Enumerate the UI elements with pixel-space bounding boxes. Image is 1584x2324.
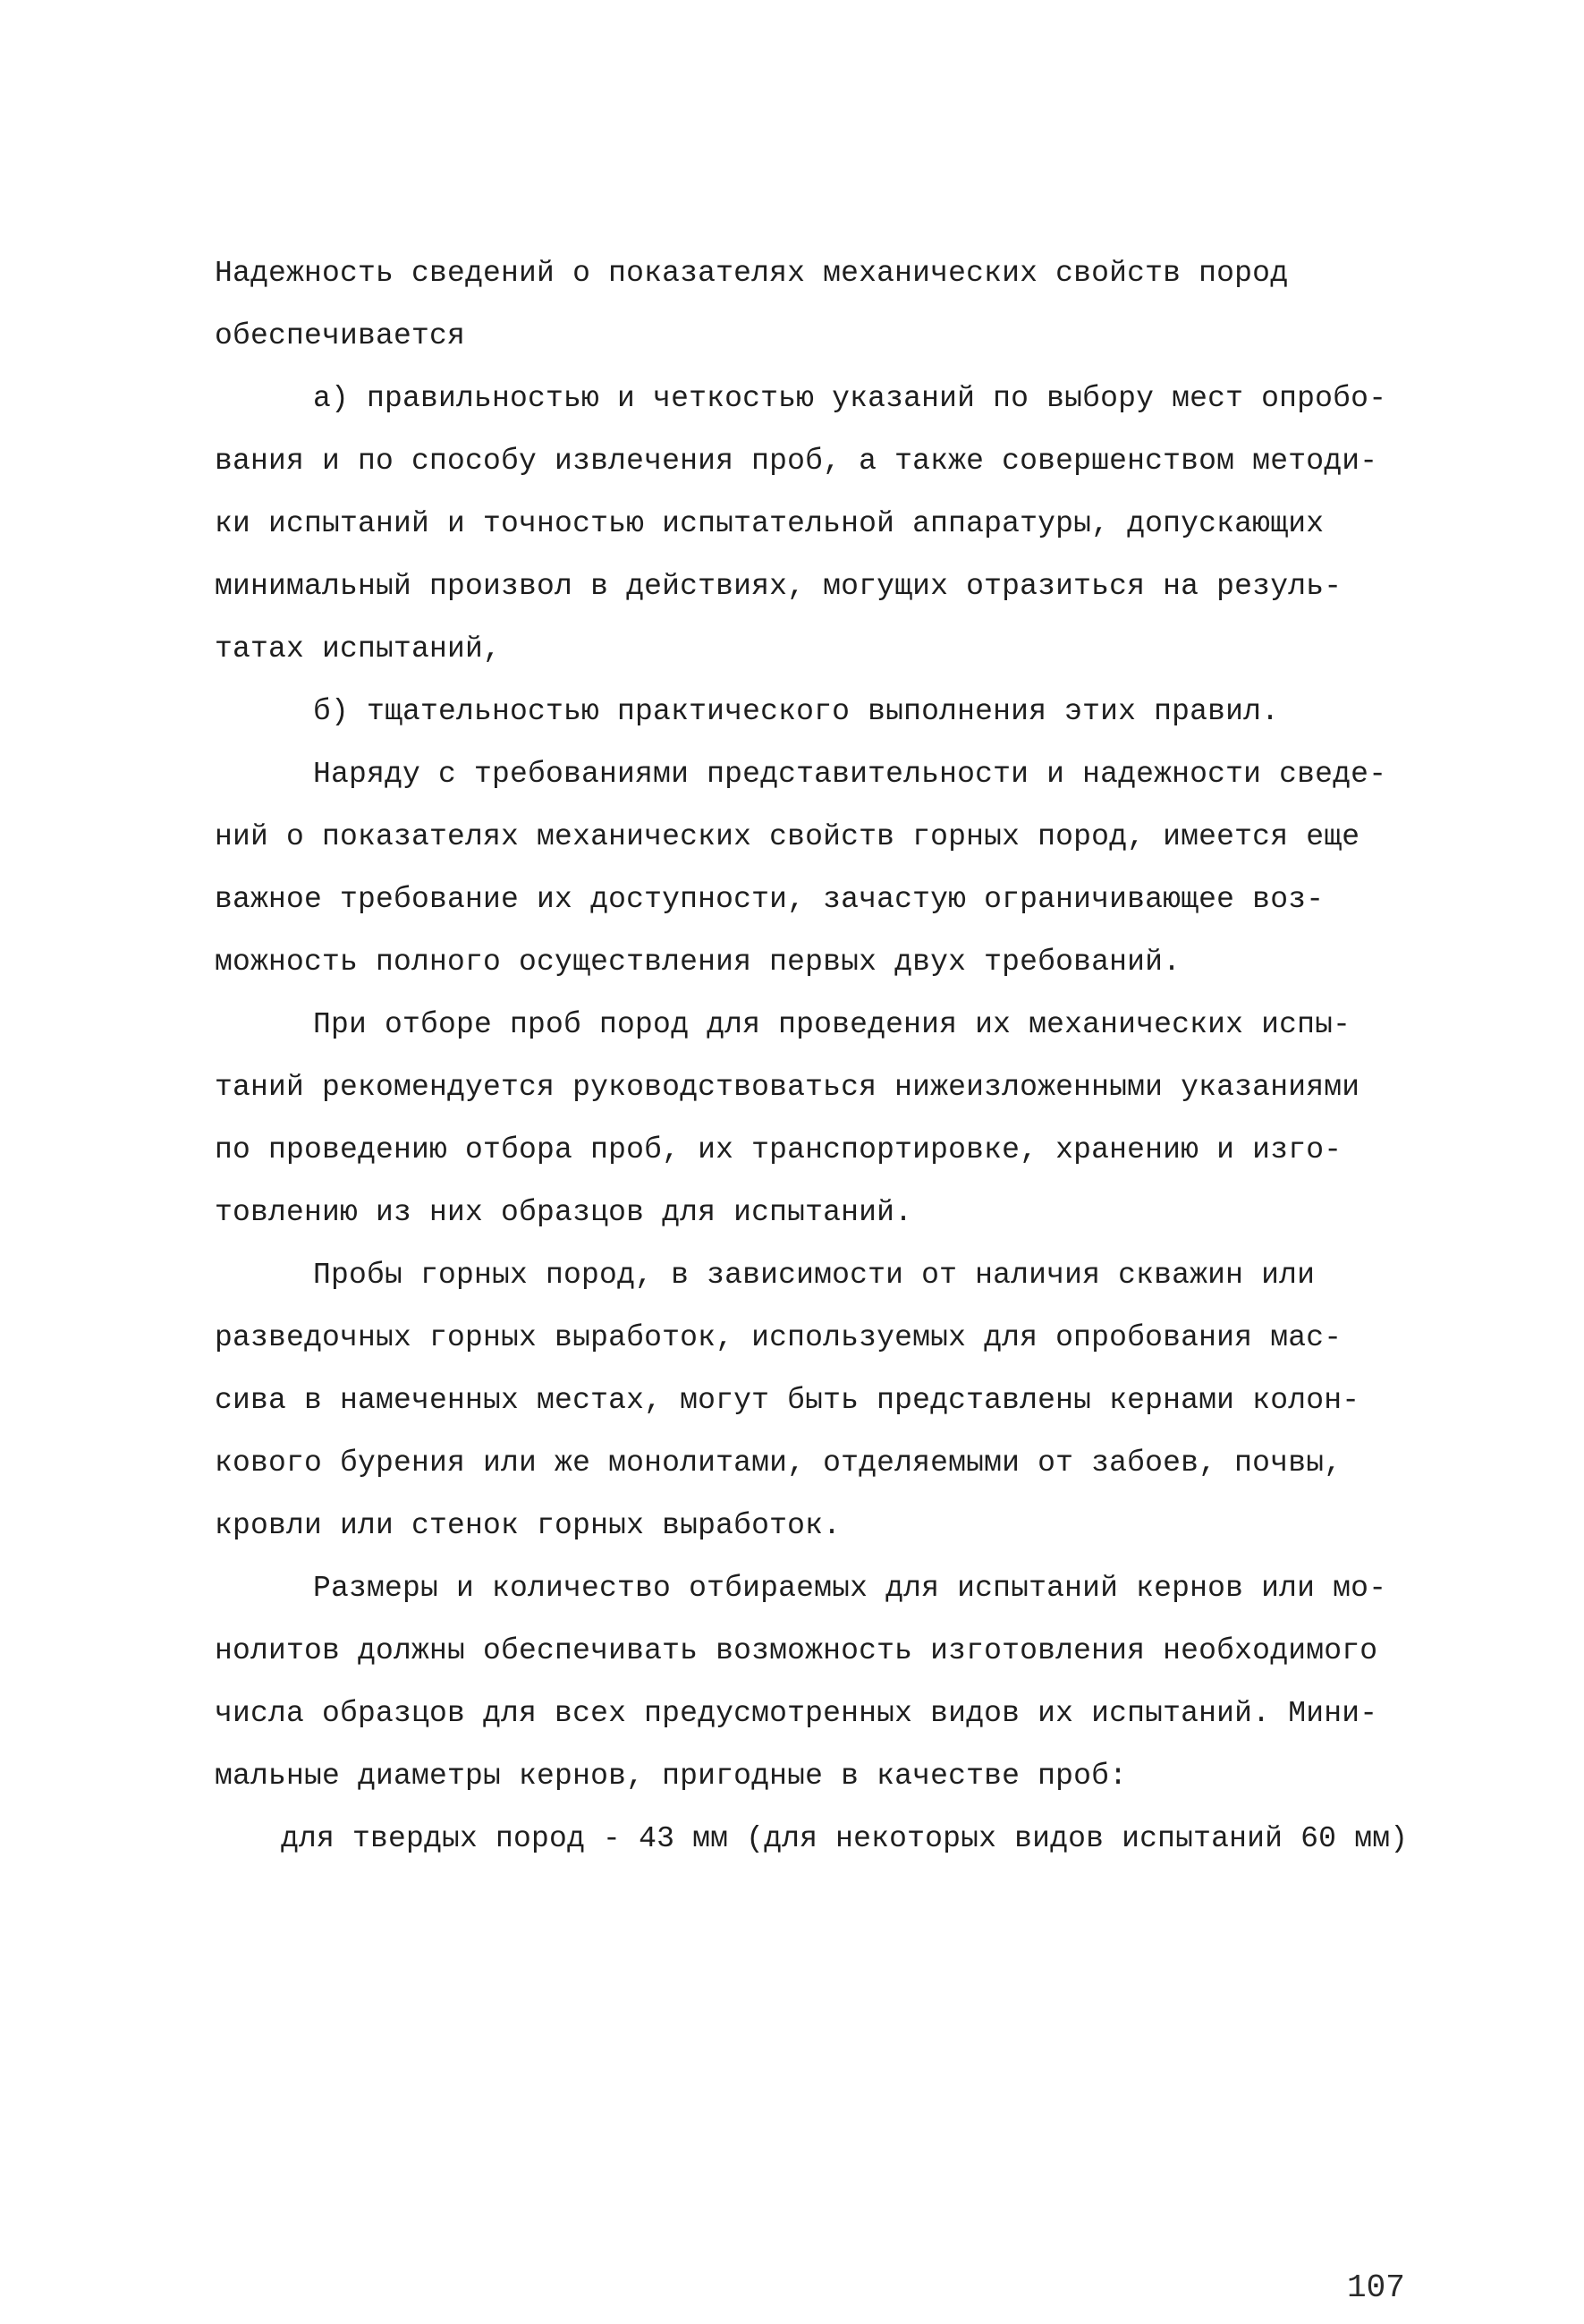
text-line: по проведению отбора проб, их транспортировке, хранению и изго- <box>215 1133 1343 1166</box>
text-line: таний рекомендуется руководствоваться нижеизложенными указаниями <box>215 1071 1360 1104</box>
text-line: важное требование их доступности, зачастую ограничивающее воз- <box>215 883 1325 916</box>
text-line: а) правильностью и четкостью указаний по выбору мест опробо- <box>313 382 1387 415</box>
text-line: кровли или стенок горных выработок. <box>215 1509 842 1542</box>
text-line: ний о показателях механических свойств горных пород, имеется еще <box>215 820 1360 853</box>
text-line: При отборе проб пород для проведения их механических испы- <box>313 1008 1351 1041</box>
text-line: Размеры и количество отбираемых для испытаний кернов или мо- <box>313 1572 1387 1605</box>
text-line: Наряду с требованиями представительности и надежности сведе- <box>313 758 1387 791</box>
text-line: ки испытаний и точностью испытательной аппаратуры, допускающих <box>215 507 1325 540</box>
text-line: татах испытаний, <box>215 632 502 666</box>
text-line: разведочных горных выработок, используемых для опробования мас- <box>215 1321 1343 1354</box>
text-line: Надежность сведений о показателях механических свойств пород <box>215 257 1289 290</box>
text-line: мальные диаметры кернов, пригодные в качестве проб: <box>215 1760 1128 1793</box>
page-number: 107 <box>1347 2269 1405 2306</box>
text-line: для твердых пород - 43 мм (для некоторых видов испытаний 60 мм) <box>281 1822 1409 1855</box>
text-line: вания и по способу извлечения проб, а также совершенством методи- <box>215 445 1378 478</box>
text-line: минимальный произвол в действиях, могущих отразиться на резуль- <box>215 570 1343 603</box>
text-line: сива в намеченных местах, могут быть представлены кернами колон- <box>215 1384 1360 1417</box>
text-line: числа образцов для всех предусмотренных видов их испытаний. Мини- <box>215 1697 1378 1730</box>
text-line: кового бурения или же монолитами, отделяемыми от забоев, почвы, <box>215 1446 1343 1480</box>
text-line: товлению из них образцов для испытаний. <box>215 1196 913 1229</box>
text-line: б) тщательностью практического выполнения этих правил. <box>313 695 1280 728</box>
text-line: можность полного осуществления первых двух требований. <box>215 946 1182 979</box>
text-line: нолитов должны обеспечивать возможность изготовления необходимого <box>215 1634 1378 1667</box>
text-line: обеспечивается <box>215 319 466 352</box>
text-line: Пробы горных пород, в зависимости от наличия скважин или <box>313 1259 1316 1292</box>
